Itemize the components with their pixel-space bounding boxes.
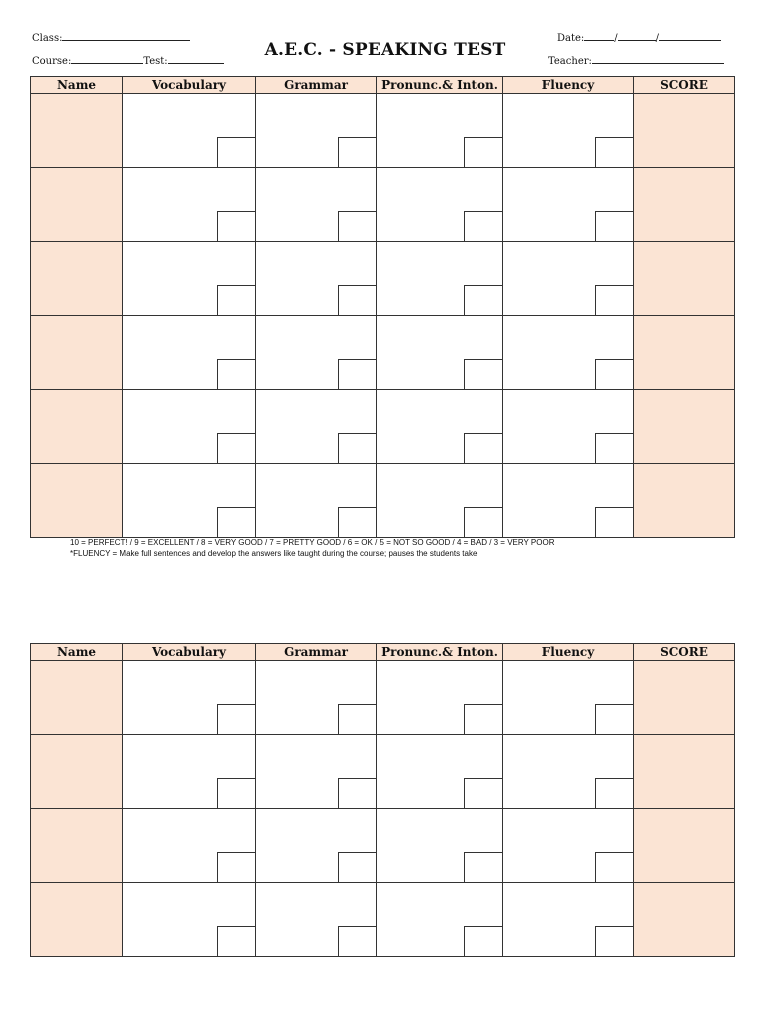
column-header-score: SCORE — [634, 77, 735, 94]
vocabulary-cell — [123, 809, 256, 883]
vocabulary-cell — [123, 168, 256, 242]
table-header-row — [31, 644, 735, 661]
pronunciation-cell — [377, 661, 503, 735]
score-cell[interactable] — [634, 661, 735, 735]
pronunciation-cell — [377, 883, 503, 957]
fluency-cell — [503, 390, 634, 464]
test-label: Test: — [143, 56, 168, 67]
grammar-cell — [256, 316, 377, 390]
teacher-label: Teacher: — [548, 56, 592, 67]
name-cell[interactable] — [31, 661, 123, 735]
vocabulary-grade-box[interactable] — [217, 433, 255, 463]
vocabulary-grade-box[interactable] — [217, 507, 255, 537]
vocabulary-cell — [123, 464, 256, 538]
teacher-field[interactable] — [548, 54, 724, 67]
column-header-fluency: Fluency — [503, 77, 634, 94]
grammar-grade-box[interactable] — [338, 359, 376, 389]
vocabulary-cell — [123, 316, 256, 390]
score-cell[interactable] — [634, 464, 735, 538]
student-row — [31, 735, 735, 809]
score-cell[interactable] — [634, 94, 735, 168]
fluency-cell — [503, 316, 634, 390]
fluency-grade-box[interactable] — [595, 704, 633, 734]
column-header-grammar: Grammar — [256, 77, 377, 94]
grammar-cell — [256, 390, 377, 464]
pronunciation-grade-box[interactable] — [464, 852, 502, 882]
score-cell[interactable] — [634, 242, 735, 316]
fluency-cell — [503, 661, 634, 735]
fluency-grade-box[interactable] — [595, 433, 633, 463]
grammar-cell — [256, 809, 377, 883]
grammar-cell — [256, 661, 377, 735]
fluency-cell — [503, 94, 634, 168]
pronunciation-cell — [377, 464, 503, 538]
grammar-grade-box[interactable] — [338, 507, 376, 537]
student-row — [31, 809, 735, 883]
vocabulary-grade-box[interactable] — [217, 211, 255, 241]
fluency-grade-box[interactable] — [595, 137, 633, 167]
column-header-vocabulary: Vocabulary — [123, 644, 256, 661]
grammar-cell — [256, 883, 377, 957]
vocabulary-cell — [123, 94, 256, 168]
fluency-grade-box[interactable] — [595, 926, 633, 956]
pronunciation-cell — [377, 316, 503, 390]
column-header-grammar: Grammar — [256, 644, 377, 661]
name-cell[interactable] — [31, 464, 123, 538]
vocabulary-cell — [123, 735, 256, 809]
pronunciation-grade-box[interactable] — [464, 778, 502, 808]
date-separator: / — [655, 33, 660, 44]
vocabulary-cell — [123, 661, 256, 735]
fluency-grade-box[interactable] — [595, 359, 633, 389]
grammar-cell — [256, 94, 377, 168]
name-cell[interactable] — [31, 242, 123, 316]
student-row — [31, 242, 735, 316]
vocabulary-grade-box[interactable] — [217, 285, 255, 315]
grammar-grade-box[interactable] — [338, 704, 376, 734]
date-separator: / — [614, 33, 618, 44]
pronunciation-grade-box[interactable] — [464, 137, 502, 167]
teacher-blank[interactable] — [592, 54, 724, 64]
fluency-grade-box[interactable] — [595, 211, 633, 241]
name-cell[interactable] — [31, 168, 123, 242]
column-header-pronunciation: Pronunc.& Inton. — [377, 77, 503, 94]
date-year-blank[interactable] — [659, 31, 721, 41]
grammar-cell — [256, 735, 377, 809]
class-field[interactable] — [32, 31, 190, 44]
student-row — [31, 661, 735, 735]
vocabulary-cell — [123, 390, 256, 464]
test-blank[interactable] — [168, 54, 224, 64]
column-header-name: Name — [31, 644, 123, 661]
score-cell[interactable] — [634, 168, 735, 242]
pronunciation-cell — [377, 94, 503, 168]
name-cell[interactable] — [31, 735, 123, 809]
student-row — [31, 883, 735, 957]
vocabulary-grade-box[interactable] — [217, 852, 255, 882]
pronunciation-cell — [377, 390, 503, 464]
student-row — [31, 168, 735, 242]
student-row — [31, 316, 735, 390]
name-cell[interactable] — [31, 390, 123, 464]
fluency-cell — [503, 242, 634, 316]
vocabulary-grade-box[interactable] — [217, 926, 255, 956]
fluency-note: *FLUENCY = Make full sentences and develop the answers like taught during the course; pauses the students take — [70, 549, 478, 558]
pronunciation-cell — [377, 242, 503, 316]
grammar-grade-box[interactable] — [338, 433, 376, 463]
vocabulary-grade-box[interactable] — [217, 704, 255, 734]
page-title: A.E.C. - SPEAKING TEST — [264, 40, 506, 60]
course-blank[interactable] — [71, 54, 143, 64]
course-test-field[interactable] — [32, 54, 224, 67]
date-day-blank[interactable] — [584, 31, 614, 41]
pronunciation-grade-box[interactable] — [464, 211, 502, 241]
fluency-cell — [503, 168, 634, 242]
pronunciation-grade-box[interactable] — [464, 359, 502, 389]
student-row — [31, 390, 735, 464]
fluency-grade-box[interactable] — [595, 285, 633, 315]
student-row — [31, 94, 735, 168]
fluency-cell — [503, 464, 634, 538]
grammar-cell — [256, 464, 377, 538]
grammar-grade-box[interactable] — [338, 285, 376, 315]
vocabulary-grade-box[interactable] — [217, 778, 255, 808]
grammar-cell — [256, 168, 377, 242]
pronunciation-grade-box[interactable] — [464, 507, 502, 537]
fluency-cell — [503, 883, 634, 957]
score-cell[interactable] — [634, 883, 735, 957]
name-cell[interactable] — [31, 316, 123, 390]
pronunciation-grade-box[interactable] — [464, 704, 502, 734]
pronunciation-grade-box[interactable] — [464, 926, 502, 956]
grammar-grade-box[interactable] — [338, 211, 376, 241]
column-header-fluency: Fluency — [503, 644, 634, 661]
pronunciation-cell — [377, 735, 503, 809]
student-row — [31, 464, 735, 538]
name-cell[interactable] — [31, 94, 123, 168]
grammar-grade-box[interactable] — [338, 926, 376, 956]
pronunciation-grade-box[interactable] — [464, 285, 502, 315]
table-header-row — [31, 77, 735, 94]
course-label: Course: — [32, 56, 72, 67]
column-header-pronunciation: Pronunc.& Inton. — [377, 644, 503, 661]
score-cell[interactable] — [634, 316, 735, 390]
vocabulary-cell — [123, 242, 256, 316]
score-table-1 — [30, 76, 735, 538]
column-header-score: SCORE — [634, 644, 735, 661]
class-blank[interactable] — [62, 31, 190, 41]
grammar-grade-box[interactable] — [338, 778, 376, 808]
score-cell[interactable] — [634, 735, 735, 809]
date-month-blank[interactable] — [618, 31, 656, 41]
score-cell[interactable] — [634, 809, 735, 883]
score-cell[interactable] — [634, 390, 735, 464]
vocabulary-grade-box[interactable] — [217, 137, 255, 167]
pronunciation-cell — [377, 809, 503, 883]
grammar-cell — [256, 242, 377, 316]
fluency-grade-box[interactable] — [595, 852, 633, 882]
class-label: Class: — [32, 33, 63, 44]
score-table-2 — [30, 643, 735, 957]
fluency-grade-box[interactable] — [595, 778, 633, 808]
column-header-name: Name — [31, 77, 123, 94]
grading-scale-legend: 10 = PERFECT! / 9 = EXCELLENT / 8 = VERY GOOD / 7 = PRETTY GOOD / 6 = OK / 5 = NOT SO GOOD / 4 = BAD / 3 = VERY POOR — [70, 538, 555, 547]
date-field[interactable] — [557, 31, 721, 44]
vocabulary-cell — [123, 883, 256, 957]
date-label: Date: — [557, 33, 585, 44]
name-cell[interactable] — [31, 883, 123, 957]
pronunciation-grade-box[interactable] — [464, 433, 502, 463]
fluency-cell — [503, 809, 634, 883]
fluency-cell — [503, 735, 634, 809]
vocabulary-grade-box[interactable] — [217, 359, 255, 389]
grammar-grade-box[interactable] — [338, 852, 376, 882]
name-cell[interactable] — [31, 809, 123, 883]
pronunciation-cell — [377, 168, 503, 242]
column-header-vocabulary: Vocabulary — [123, 77, 256, 94]
fluency-grade-box[interactable] — [595, 507, 633, 537]
grammar-grade-box[interactable] — [338, 137, 376, 167]
